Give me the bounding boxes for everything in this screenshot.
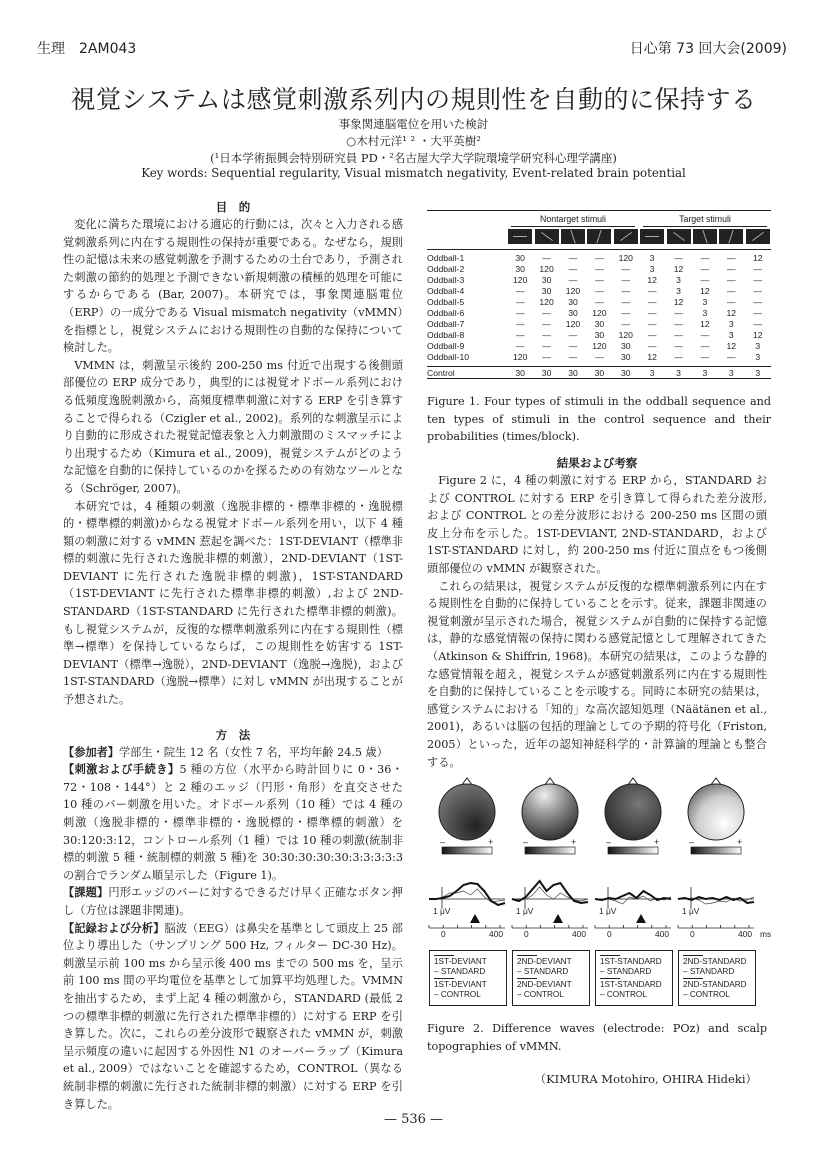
- table-cell: —: [515, 308, 525, 318]
- table-row: [427, 275, 771, 286]
- table-cell: —: [621, 297, 631, 307]
- table-cell: 12: [726, 308, 737, 318]
- table-row: [427, 352, 771, 363]
- table-cell: 30: [594, 330, 605, 340]
- table-cell: —: [568, 330, 578, 340]
- table-row: [427, 286, 771, 297]
- bar-line: [729, 230, 734, 244]
- bar-line: [752, 232, 764, 241]
- results-paragraph-2: これらの結果は，視覚システムが反復的な標準刺激系列に内在する規則性を自動的に保持していることを示す。従来，課題非関連の視覚刺激が呈示された場合，視覚システムが自動的に保持する記憶は，静的な感覚情報の保持に関わる感覚記憶として理解されてきた（Atkinson & Shiffrin, 1968)。本研究の結果は，このような静的な感覚情報を超え，視覚システムが感覚刺激系列に内在する規則性を自動的に保持していることを示唆する。同時に本研究の結果は，感覚システムにおける「知的」な高次認知処理（Näätänen et al., 2001)，あるいは脳の包括的理論としての予期的符号化（Friston, 2005）といった，近年の認知神経科学的・計算論的理論とも整合する。: [427, 579, 767, 769]
- stimulus-icon-cell: [586, 227, 612, 249]
- table-cell: —: [515, 330, 525, 340]
- colorbar: [691, 847, 741, 854]
- bar-line: [597, 230, 602, 244]
- authors: ○木村元洋¹ ² ・大平英樹²: [346, 134, 481, 148]
- bar-line: [702, 230, 707, 244]
- stimulus-icon-row: [427, 227, 771, 249]
- table-cell: 120: [565, 286, 581, 296]
- table-cell: —: [674, 253, 683, 263]
- control-difference-wave: [429, 889, 505, 902]
- table-row: [427, 341, 771, 352]
- table-cell: —: [674, 319, 683, 329]
- table-cell: 30: [568, 308, 578, 318]
- table-cell: 120: [565, 319, 581, 329]
- right-column-results: [427, 454, 767, 771]
- table-cell: 3: [755, 341, 761, 351]
- x-tick-0: 0: [524, 929, 529, 939]
- table-cell: 30: [620, 352, 631, 362]
- table-cell: 120: [513, 352, 528, 362]
- table-cell: —: [700, 253, 710, 263]
- table-cell: —: [568, 352, 578, 362]
- scalp-topography: [688, 784, 744, 840]
- task-text: 円形エッジのバーに対するできるだけ早く正確なボタン押し（方位は課題非関連)。: [63, 886, 403, 917]
- paper-subtitle: 事象関連脳電位を用いた検討: [338, 117, 489, 131]
- bar-stimulus-icon: [693, 229, 717, 244]
- legend-label: – CONTROL: [434, 990, 481, 999]
- table-cell: 30: [541, 367, 552, 378]
- table-cell: —: [647, 286, 657, 296]
- table-cell: —: [568, 341, 578, 351]
- x-tick-0: 0: [441, 929, 446, 939]
- table-cell: 3: [676, 275, 681, 285]
- thin-line-sample: [434, 978, 454, 979]
- x-tick-400: 400: [572, 929, 586, 939]
- bar-stimulus-icon: [614, 229, 638, 244]
- legend-label: 2ND-STANDARD: [683, 980, 747, 989]
- table-cell: —: [727, 275, 736, 285]
- bar-line: [570, 230, 575, 244]
- table-cell: —: [542, 308, 551, 318]
- figure-2-caption: Figure 2. Difference waves (electrode: POz) and scalp topographies of vMMN.: [427, 1022, 767, 1053]
- colorbar: [608, 847, 658, 854]
- bar-stimulus-icon: [667, 229, 691, 244]
- table-cell: 3: [649, 367, 655, 378]
- bar-line: [620, 232, 632, 241]
- table-cell: —: [621, 275, 631, 285]
- stimulus-icon-cell: [665, 227, 691, 249]
- thick-line-sample: [434, 955, 454, 956]
- table-cell: —: [753, 308, 763, 318]
- table-cell: —: [700, 341, 710, 351]
- methods-stimuli: [63, 761, 403, 884]
- table-cell: —: [727, 352, 736, 362]
- colorbar-plus-label: +: [737, 837, 743, 847]
- table-cell: 12: [673, 264, 684, 274]
- table-cell: —: [727, 253, 736, 263]
- bar-stimulus-icon: [587, 229, 611, 244]
- stimulus-icon-cell: [718, 227, 744, 249]
- purpose-heading: 目 的: [215, 200, 251, 214]
- methods-recording: [63, 920, 403, 1114]
- x-tick-0: 0: [607, 929, 612, 939]
- recording-text: 脳波（EEG）は鼻尖を基準として頭皮上 25 部位より導出した（サンプリング 500 Hz, フィルター DC-30 Hz)。刺激呈示前 100 ms から呈示後 400 ms までの 500 ms を，呈示前 100 ms 間の平均電位を基準として加算平均処理した。VMMN を抽出するため，まず上記 4 種の刺激から，STANDARD (最低 2 つの標準非標的刺激に先行された標準非標的）に対する ERP を引き算した。次に，これらの差分波形で観察された vMMN が，刺激呈示頻度の違いに起因する外因性 N1 のオーバーラップ（Kimura et al., 2009）ではないことを確認するため，CONTROL（異なる統制非標的刺激に先行された統制非標的刺激）に対する ERP を引き算した。: [63, 921, 403, 1111]
- table-cell: —: [515, 297, 525, 307]
- table-cell: —: [647, 341, 657, 351]
- table-cell: 12: [726, 341, 737, 351]
- table-cell: 120: [539, 297, 554, 307]
- table-cell: 30: [515, 264, 525, 274]
- row-label: Oddball-8: [427, 330, 465, 340]
- colorbar: [442, 847, 492, 854]
- table-cell: 3: [702, 297, 708, 307]
- table-cell: —: [621, 319, 631, 329]
- row-label: Control: [427, 367, 455, 378]
- figure-2: [427, 775, 772, 1015]
- bar-stimulus-icon: [746, 229, 770, 244]
- control-row: [427, 367, 771, 379]
- table-cell: —: [753, 319, 763, 329]
- table-cell: 3: [676, 286, 681, 296]
- stimulus-icon-cell: [533, 227, 559, 249]
- table-cell: —: [674, 341, 683, 351]
- table-cell: —: [595, 352, 604, 362]
- table-cell: 120: [513, 275, 528, 285]
- table-cell: 3: [649, 264, 655, 274]
- purpose-paragraph-3: 本研究では，4 種類の刺激（逸脱非標的・標準非標的・逸脱標的・標準標的刺激)からなる視覚オドボール系列を用い，以下 4 種類の刺激に対する vMMN 惹起を調べた：1ST-DEVIANT（標準非標的刺激に先行された逸脱非標的刺激），2ND-DEVIANT（1ST-DEVIANT に先行された逸脱非標的刺激)，1ST-STANDARD（1ST-DEVIANT に先行された標準非標的刺激）,および 2ND-STANDARD（1ST-STANDARD に先行された標準非標的刺激)。もし視覚システムが，反復的な標準刺激系列に内在する規則性（標準→標準）を保持しているならば，この規則性を妨害する 1ST-DEVIANT（標準→逸脱），2ND-DEVIANT（逸脱→逸脱)，および 1ST-STANDARD（逸脱→標準）に対し vMMN が出現することが予想された。: [63, 499, 403, 707]
- colorbar: [525, 847, 575, 854]
- table-row: [427, 330, 771, 341]
- table-cell: 12: [700, 286, 710, 296]
- stimulus-icon-cell: [745, 227, 771, 249]
- peak-arrow-icon: [470, 914, 480, 923]
- legend-label: – CONTROL: [517, 990, 564, 999]
- table-cell: 120: [618, 253, 633, 263]
- legend-label: 2ND-STANDARD: [683, 957, 747, 966]
- legend-label: – STANDARD: [434, 967, 486, 976]
- table-cell: —: [727, 286, 736, 296]
- legend-label: 2ND-DEVIANT: [517, 980, 572, 989]
- table-cell: 3: [676, 367, 681, 378]
- scalp-topography: [522, 784, 578, 840]
- legend-box: [512, 950, 590, 1006]
- stimulus-icon-cell: [560, 227, 586, 249]
- table-cell: —: [542, 330, 551, 340]
- table-cell: 120: [618, 330, 633, 340]
- table-cell: 3: [702, 367, 708, 378]
- table-cell: 30: [515, 253, 525, 263]
- legend-label: – CONTROL: [600, 990, 647, 999]
- table-row: [427, 253, 771, 264]
- paper-title: 視覚システムは感覚刺激系列内の規則性を自動的に保持する: [70, 85, 757, 114]
- scalp-topography: [605, 784, 661, 840]
- table-cell: —: [753, 275, 763, 285]
- table-cell: —: [700, 264, 710, 274]
- standard-difference-wave: [429, 883, 505, 905]
- purpose-paragraph-2: VMMN は，刺激呈示後約 200-250 ms 付近で出現する後側頭部優位の ERP 成分であり，典型的には視覚オドボール系列における低頻度逸脱刺激から，高頻度標準刺激に対する ERP を引き算することで得られる（Czigler et al., 2002)。系列的な刺激呈示により自動的に形成された視覚記憶表象と入力刺激間のミスマッチにより出現するため（Kimura et al., 2009)，視覚システムがどのような記憶を自動的に保持しているのかを探るための有効なツールとなる（Schröger, 2007)。: [63, 358, 403, 495]
- results-heading: 結果および考察: [556, 456, 638, 470]
- row-label: Oddball-3: [427, 275, 465, 285]
- table-cell: 120: [539, 264, 554, 274]
- table-cell: —: [621, 308, 631, 318]
- purpose-paragraph-1: 変化に満ちた環境における適応的行動には，次々と入力される感覚刺激系列に内在する規則性の保持が重要である。なぜなら，規則性の記憶は未来の感覚刺激を予測するための土台であり，予測された刺激の節約的処理と予測できない新規刺激の積極的処理を可能にするからである (Bar, 2007)。本研究では，事象関連脳電位（ERP）の一成分である Visual mismatch negativity（vMMN）を指標とし，視覚システムにおける規則性の自動的な保持について検討した。: [63, 218, 403, 355]
- table-cell: —: [595, 275, 604, 285]
- table-cell: —: [674, 308, 683, 318]
- table-cell: —: [515, 319, 525, 329]
- table-cell: 3: [728, 330, 734, 340]
- legend-box: [678, 950, 756, 1006]
- bar-stimulus-icon: [561, 229, 585, 244]
- table-cell: —: [542, 352, 551, 362]
- table-cell: 12: [700, 319, 710, 329]
- legend-label: – STANDARD: [600, 967, 652, 976]
- affiliations: (¹日本学術振興会特別研究員 PD・²名古屋大学大学院環境学研究科心理学講座): [210, 151, 617, 165]
- table-cell: —: [700, 352, 710, 362]
- table-cell: 3: [755, 352, 761, 362]
- table-cell: —: [542, 253, 551, 263]
- table-cell: —: [674, 352, 683, 362]
- table-cell: —: [568, 253, 578, 263]
- colorbar-minus-label: –: [606, 837, 612, 847]
- legend-label: – STANDARD: [517, 967, 569, 976]
- target-header: Target stimuli: [643, 211, 767, 227]
- row-label: Oddball-6: [427, 308, 465, 318]
- legend-label: 1ST-DEVIANT: [434, 980, 487, 989]
- row-label: Oddball-2: [427, 264, 465, 274]
- bar-stimulus-icon: [508, 229, 532, 244]
- bar-stimulus-icon: [719, 229, 743, 244]
- colorbar-minus-label: –: [689, 837, 695, 847]
- colorbar-minus-label: –: [523, 837, 529, 847]
- table-cell: —: [753, 297, 763, 307]
- table-row: [427, 308, 771, 319]
- table-cell: —: [542, 319, 551, 329]
- x-unit-label: ms: [760, 929, 772, 939]
- table-cell: —: [621, 264, 631, 274]
- stimuli-text: 5 種の方位（水平から時計回りに 0・36・72・108・144°）と 2 種のエッジ（円形・角形）を直交させた 10 種のバー刺激を用いた。オドボール系列（10 種）では 4 種の刺激（逸脱非標的・標準非標的・逸脱標的・標準標的刺激）を 30:120:3:12，コントロール系列（1 種）では 10 種の刺激(統制非標的刺激 5 種・統制標的刺激 5 種)を 30:30:30:30:30:3:3:3:3:3 の割合でランダム順呈示した（Figure 1)。: [63, 763, 403, 882]
- keywords: Key words: Sequential regularity, Visual mismatch negativity, Event-related brain potential: [141, 166, 686, 180]
- table-cell: —: [595, 253, 604, 263]
- figure-1-caption: Figure 1. Four types of stimuli in the oddball sequence and ten types of stimuli in the control sequence and their probabilities (times/block).: [427, 395, 771, 444]
- bar-line: [541, 232, 553, 241]
- table-cell: —: [753, 286, 763, 296]
- peak-arrow-icon: [636, 914, 646, 923]
- table-row: [427, 297, 771, 308]
- author-signature: （KIMURA Motohiro, OHIRA Hideki）: [534, 1072, 757, 1086]
- table-cell: 3: [728, 367, 734, 378]
- colorbar-plus-label: +: [488, 837, 494, 847]
- table-cell: 30: [541, 286, 552, 296]
- stimuli-label: 【刺激および手続き】: [63, 763, 180, 777]
- bar-stimulus-icon: [535, 229, 559, 244]
- table-cell: 30: [620, 367, 631, 378]
- bar-stimulus-icon: [640, 229, 664, 244]
- table-cell: 3: [755, 367, 761, 378]
- nontarget-header: Nontarget stimuli: [511, 211, 635, 227]
- row-label: Oddball-7: [427, 319, 465, 329]
- table-cell: 30: [568, 367, 578, 378]
- thin-line-sample: [683, 978, 703, 979]
- table-cell: —: [753, 264, 763, 274]
- table-cell: 30: [568, 297, 578, 307]
- participants-label: 【参加者】: [63, 745, 119, 759]
- x-tick-0: 0: [690, 929, 695, 939]
- legend-label: – CONTROL: [683, 990, 730, 999]
- table-cell: 30: [515, 367, 525, 378]
- section-code: 生理 2AM043: [37, 41, 137, 57]
- page-number: — 536 —: [383, 1112, 444, 1127]
- recording-label: 【記録および分析】: [63, 921, 165, 935]
- table-cell: —: [568, 275, 578, 285]
- table-cell: —: [700, 275, 710, 285]
- task-label: 【課題】: [63, 886, 109, 900]
- conference-name: 日心第 73 回大会(2009): [629, 41, 787, 57]
- table-cell: —: [595, 286, 604, 296]
- legend-box: [429, 950, 507, 1006]
- methods-heading: 方 法: [215, 727, 251, 742]
- colorbar-plus-label: +: [571, 837, 577, 847]
- table-row: [427, 264, 771, 275]
- x-tick-400: 400: [655, 929, 669, 939]
- thin-line-sample: [517, 978, 537, 979]
- row-label: Oddball-4: [427, 286, 465, 296]
- table-cell: —: [647, 319, 657, 329]
- peak-arrow-icon: [553, 914, 563, 923]
- table-cell: —: [727, 297, 736, 307]
- table-cell: —: [727, 264, 736, 274]
- scale-label: 1 μV: [433, 906, 451, 916]
- stimulus-icon-cell: [613, 227, 639, 249]
- table-cell: 12: [673, 297, 684, 307]
- table-cell: 12: [647, 352, 657, 362]
- bar-line: [673, 232, 685, 241]
- thick-line-sample: [683, 955, 703, 956]
- table-cell: —: [595, 264, 604, 274]
- table-cell: 120: [592, 341, 607, 351]
- table-cell: 12: [647, 275, 657, 285]
- table-row: [427, 319, 771, 330]
- colorbar-minus-label: –: [440, 837, 446, 847]
- scale-label: 1 μV: [599, 906, 617, 916]
- scale-label: 1 μV: [516, 906, 534, 916]
- table-cell: 120: [592, 308, 607, 318]
- table-cell: 30: [594, 319, 605, 329]
- stimulus-icon-cell: [692, 227, 718, 249]
- legend-label: 1ST-STANDARD: [600, 980, 662, 989]
- stimulus-icon-cell: [507, 227, 533, 249]
- table-cell: 30: [594, 367, 605, 378]
- table-cell: —: [595, 297, 604, 307]
- methods-task: [63, 884, 403, 919]
- legend-label: 1ST-DEVIANT: [434, 957, 487, 966]
- table-cell: 30: [541, 275, 552, 285]
- row-label: Oddball-9: [427, 341, 465, 351]
- row-label: Oddball-5: [427, 297, 465, 307]
- table-cell: —: [647, 297, 657, 307]
- figure-1: [427, 210, 771, 446]
- table-cell: 30: [620, 341, 631, 351]
- legend-box: [595, 950, 673, 1006]
- table-cell: —: [647, 330, 657, 340]
- table-cell: —: [515, 341, 525, 351]
- results-paragraph-1: Figure 2 に，4 種の刺激に対する ERP から，STANDARD および CONTROL に対する ERP を引き算して得られた差分波形, および CONTROL との差分波形における 200-250 ms 区間の頭皮上分布を示した。1ST-DEVIANT, 2ND-STANDARD，および 1ST-STANDARD に対し，約 200-250 ms 付近に頂点をもつ後側頭部優位の vMMN が観察された。: [427, 474, 767, 575]
- table-cell: —: [700, 330, 710, 340]
- colorbar-plus-label: +: [654, 837, 660, 847]
- thick-line-sample: [600, 955, 620, 956]
- x-tick-400: 400: [489, 929, 503, 939]
- table-cell: —: [621, 286, 631, 296]
- table-cell: 3: [728, 319, 734, 329]
- legend-label: 1ST-STANDARD: [600, 957, 662, 966]
- table-cell: 12: [752, 253, 763, 263]
- scale-label: 1 μV: [682, 906, 700, 916]
- bar-line: [645, 236, 659, 237]
- thick-line-sample: [517, 955, 537, 956]
- row-label: Oddball-1: [427, 253, 465, 263]
- bar-line: [513, 236, 527, 237]
- stimulus-table: [427, 211, 771, 383]
- table-cell: 12: [752, 330, 763, 340]
- table-cell: 3: [702, 308, 708, 318]
- row-label: Oddball-10: [427, 352, 470, 362]
- legend-label: 2ND-DEVIANT: [517, 957, 572, 966]
- table-cell: —: [515, 286, 525, 296]
- table-cell: —: [647, 308, 657, 318]
- legend-label: – STANDARD: [683, 967, 735, 976]
- table-cell: —: [542, 341, 551, 351]
- table-cell: —: [568, 264, 578, 274]
- table-cell: —: [674, 330, 683, 340]
- table-cell: 3: [649, 253, 655, 263]
- stimulus-icon-cell: [639, 227, 665, 249]
- participants-text: 学部生・院生 12 名（女性 7 名，平均年齢 24.5 歳）: [118, 745, 388, 759]
- left-column: [63, 198, 403, 1113]
- thin-line-sample: [600, 978, 620, 979]
- scalp-topography: [439, 784, 495, 840]
- x-tick-400: 400: [738, 929, 752, 939]
- methods-participants: [63, 744, 403, 762]
